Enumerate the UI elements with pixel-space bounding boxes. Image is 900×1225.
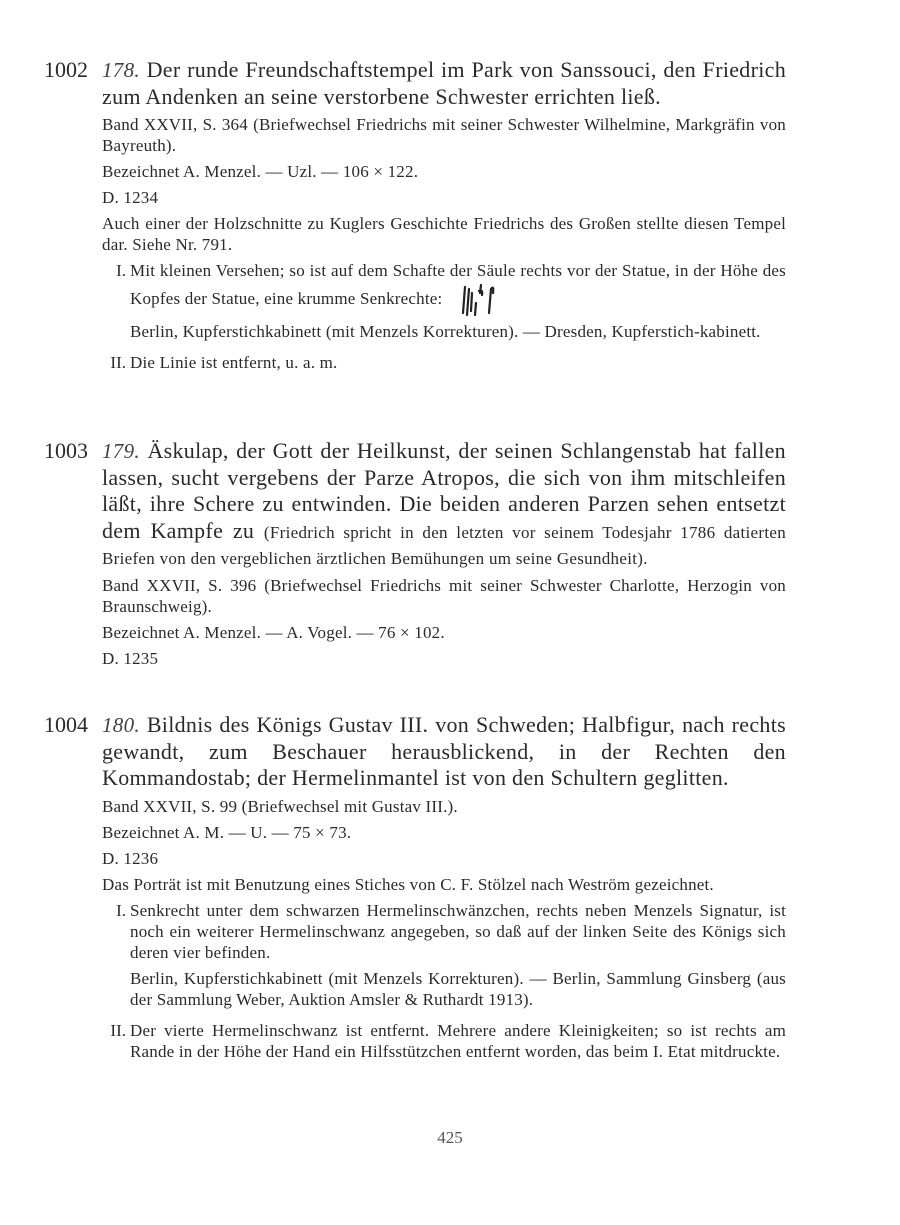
signature-line: Bezeichnet A. Menzel. — A. Vogel. — 76 × 102. [102,622,445,642]
entry-title-remark: (Friedrich spricht in den letzten vor seinem Todesjahr 1786 datierten Briefen von den vergeblichen ärztlichen Bemühungen um seine Gesundheit). [102,522,786,568]
band-reference: Band XXVII, S. 364 (Briefwechsel Friedrichs mit seiner Schwester Wilhelmine, Markgräfin von Bayreuth). [102,115,786,155]
entry-note: Auch einer der Holzschnitte zu Kuglers Geschichte Friedrichs des Großen stellte diesen Tempel dar. Siehe Nr. 791. [102,214,786,254]
state-description: Mit kleinen Versehen; so ist auf dem Schafte der Säule rechts vor der Statue, in der Höhe des Kopfes der Statue, eine krumme Senkrechte: [130,261,786,308]
state-1 [102,900,786,1015]
entry-number: 1003 [44,438,88,463]
page-number: 425 [437,1128,463,1147]
signature-line: Bezeichnet A. M. — U. — 75 × 73. [102,822,352,842]
entry-note: Das Porträt ist mit Benutzung eines Stiches von C. F. Stölzel nach Weström gezeichnet. [102,874,714,894]
state-roman: II. [110,353,126,372]
signature-line: Bezeichnet A. Menzel. — Uzl. — 106 × 122. [102,162,419,181]
entry-body [102,438,786,674]
entry-title-text: Der runde Freundschaftstempel im Park von Sanssouci, den Friedrich zum Andenken an seine verstorbene Schwester errichten ließ. [102,57,786,109]
state-text: Der vierte Hermelinschwanz ist entfernt. Mehrere andere Kleinigkeiten; so ist rechts am Rande in der Höhe der Hand ein Hilfsstützchen entfernt worden, das beim I. Etat mitdruckte. [130,1020,786,1061]
entry-title [102,57,786,110]
state-text: Senkrecht unter dem schwarzen Hermelinschwänzchen, rechts neben Menzels Signatur, ist noch ein weiterer Hermelinschwanz angegeben, so daß auf der linken Seite des Königs sich deren vier befinden. [130,900,786,962]
entry-body [102,57,786,383]
state-text [130,260,786,319]
entry-title [102,438,786,571]
d-reference: D. 1235 [102,648,159,668]
entry-title [102,712,786,792]
d-reference: D. 1234 [102,188,159,207]
band-reference: Band XXVII, S. 99 (Briefwechsel mit Gustav III.). [102,796,458,816]
state-text-block [130,1020,786,1067]
state-roman: I. [116,900,126,920]
entry-number: 1004 [44,712,88,737]
plate-number: 179. [102,439,140,463]
hatched-vertical-lines-icon [455,281,499,319]
state-text-block [130,352,786,378]
entry-title-text: Bildnis des Königs Gustav III. von Schweden; Halbfigur, nach rechts gewandt, zum Beschauer herausblickend, in der Rechten den Kommandostab; der Hermelinmantel ist von den Schultern geglitten. [102,712,786,790]
state-roman: I. [116,261,126,280]
plate-number: 178. [102,58,140,82]
state-2 [102,1020,786,1067]
entry-number: 1002 [44,57,88,82]
d-reference: D. 1236 [102,848,159,868]
entry-title-text: Äskulap, der Gott der Heilkunst, der seinen Schlangenstab hat fallen lassen, sucht vergebens der Parze Atropos, die sich von ihm mitschleifen läßt, ihre Schere zu entwinden. Die beiden anderen Parzen sehen entsetzt dem Kampfe zu [102,438,786,543]
entry-body [102,712,786,1072]
band-reference: Band XXVII, S. 396 (Briefwechsel Friedrichs mit seiner Schwester Charlotte, Herzogin von Braunschweig). [102,575,786,616]
state-roman: II. [110,1020,126,1040]
state-2 [102,352,786,378]
state-text-block [130,260,786,347]
state-text-block [130,900,786,1015]
state-text: Die Linie ist entfernt, u. a. m. [130,353,338,372]
plate-number: 180. [102,713,140,737]
state-location: Berlin, Kupferstichkabinett (mit Menzels Korrekturen). — Dresden, Kupferstich-kabinett. [130,322,761,341]
state-1 [102,260,786,347]
state-location: Berlin, Kupferstichkabinett (mit Menzels Korrekturen). — Berlin, Sammlung Ginsberg (aus der Sammlung Weber, Auktion Amsler & Ruthardt 1913). [130,968,786,1009]
